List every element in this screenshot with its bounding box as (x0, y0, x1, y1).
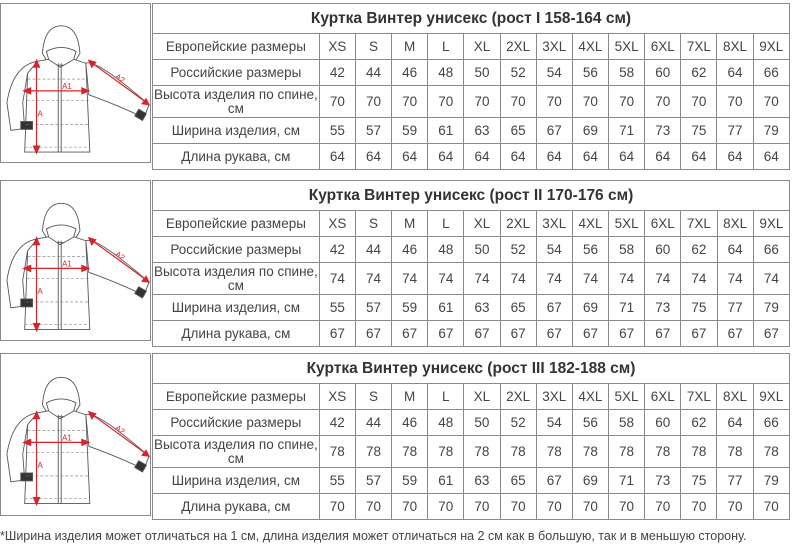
table-row (153, 321, 790, 347)
table-cell: 55 (319, 118, 355, 144)
jacket-diagram-icon (1, 4, 150, 162)
table-cell: 8XL (717, 34, 753, 60)
table-cell: 71 (608, 468, 644, 494)
table-cell: 69 (572, 118, 608, 144)
table-cell: 4XL (572, 211, 608, 237)
table-cell: XL (464, 211, 500, 237)
table-cell: 70 (681, 86, 717, 118)
table-cell: 75 (681, 468, 717, 494)
table-cell: 75 (681, 118, 717, 144)
table-cell: 78 (464, 436, 500, 468)
table-cell: 74 (717, 263, 753, 295)
table-cell: S (355, 384, 391, 410)
table-cell: 79 (753, 468, 789, 494)
row-label: Европейские размеры (153, 34, 320, 60)
size-table (152, 3, 790, 170)
table-cell: 64 (717, 410, 753, 436)
table-row (153, 410, 790, 436)
table-cell: 6XL (645, 34, 681, 60)
table-cell: S (355, 211, 391, 237)
table-cell: 9XL (753, 211, 789, 237)
table-cell: 70 (319, 494, 355, 520)
table-title: Куртка Винтер унисекс (рост III 182-188 см) (153, 354, 790, 384)
table-cell: 74 (753, 263, 789, 295)
table-cell: 48 (428, 410, 464, 436)
table-cell: 64 (753, 144, 789, 170)
table-cell: 54 (536, 237, 572, 263)
table-cell: 66 (753, 60, 789, 86)
table-cell: 7XL (681, 384, 717, 410)
table-cell: 3XL (536, 384, 572, 410)
table-cell: 70 (608, 494, 644, 520)
table-cell: 67 (645, 321, 681, 347)
table-cell: 64 (717, 237, 753, 263)
size-table-block (0, 353, 790, 516)
table-cell: 57 (355, 295, 391, 321)
table-row (153, 60, 790, 86)
table-cell: 66 (753, 410, 789, 436)
table-cell: 65 (500, 468, 536, 494)
table-cell: 70 (753, 494, 789, 520)
table-cell: 2XL (500, 34, 536, 60)
jacket-diagram-icon (1, 354, 150, 515)
table-cell: 70 (428, 494, 464, 520)
table-title-row (153, 4, 790, 34)
row-label: Высота изделия по спине, см (153, 263, 318, 293)
table-cell: 73 (645, 295, 681, 321)
table-row (153, 86, 790, 118)
table-cell: 7XL (681, 211, 717, 237)
table-cell: 78 (319, 436, 355, 468)
table-cell: 70 (609, 86, 645, 118)
table-cell: 59 (392, 295, 428, 321)
jacket-measurement-image (0, 353, 151, 516)
table-cell: 74 (319, 263, 355, 295)
table-cell: 67 (464, 321, 500, 347)
row-label: Высота изделия по спине, см (153, 436, 318, 466)
table-cell: S (355, 34, 391, 60)
table-cell: 70 (500, 86, 536, 118)
table-cell: 70 (464, 494, 500, 520)
table-cell: 74 (464, 263, 500, 295)
table-cell: 56 (572, 237, 608, 263)
table-cell: 70 (428, 86, 464, 118)
measure-label-sleeve: A2 (113, 423, 127, 437)
table-row (153, 468, 790, 494)
table-cell: 5XL (609, 211, 645, 237)
table-cell: 74 (428, 263, 464, 295)
table-cell: 74 (681, 263, 717, 295)
table-cell: 74 (392, 263, 428, 295)
table-cell: 50 (464, 410, 500, 436)
table-cell: 46 (392, 60, 428, 86)
table-cell: 70 (572, 86, 608, 118)
table-cell: 78 (645, 436, 681, 468)
table-cell: 59 (392, 118, 428, 144)
table-row (153, 494, 790, 520)
table-cell: 50 (464, 237, 500, 263)
measure-label-sleeve: A2 (113, 249, 127, 263)
table-cell: 74 (645, 263, 681, 295)
footnote: *Ширина изделия может отличаться на 1 см, длина изделия может отличаться на 2 см как в большую, так и в меньшую сторону. (0, 529, 747, 543)
table-cell: 60 (645, 410, 681, 436)
table-cell: 67 (428, 321, 464, 347)
table-cell: 62 (681, 237, 717, 263)
table-title: Куртка Винтер унисекс (рост I 158-164 см) (153, 4, 790, 34)
table-cell: 63 (464, 295, 500, 321)
table-cell: 78 (392, 436, 428, 468)
table-cell: 64 (609, 144, 645, 170)
table-cell: 74 (500, 263, 536, 295)
table-cell: 64 (717, 144, 753, 170)
table-cell: 67 (609, 321, 645, 347)
table-cell: 70 (355, 86, 391, 118)
table-cell: 70 (645, 86, 681, 118)
table-cell: 48 (428, 60, 464, 86)
table-cell: 69 (572, 468, 608, 494)
table-cell: 42 (319, 237, 355, 263)
table-cell: 77 (717, 118, 753, 144)
table-cell: 57 (355, 468, 391, 494)
table-cell: 54 (536, 60, 572, 86)
table-cell: 67 (536, 295, 572, 321)
table-cell: 79 (753, 118, 789, 144)
table-cell: 55 (319, 468, 355, 494)
measure-label-width: A1 (62, 259, 72, 269)
size-table (152, 180, 790, 347)
table-row (153, 34, 790, 60)
table-cell: 42 (319, 60, 355, 86)
table-cell: 55 (319, 295, 355, 321)
table-cell: 67 (681, 321, 717, 347)
table-cell: 78 (355, 436, 391, 468)
row-label: Ширина изделия, см (153, 118, 320, 144)
table-title: Куртка Винтер унисекс (рост II 170-176 см) (153, 181, 790, 211)
table-cell: 62 (681, 60, 717, 86)
table-cell: 46 (392, 410, 428, 436)
measure-label-height: A (37, 109, 43, 119)
table-cell: 64 (645, 144, 681, 170)
table-cell: 79 (753, 295, 789, 321)
table-cell: 70 (717, 86, 753, 118)
table-cell: 67 (500, 321, 536, 347)
table-title-row (153, 181, 790, 211)
table-cell: 74 (572, 263, 608, 295)
table-cell: 78 (681, 436, 717, 468)
table-cell: L (428, 384, 464, 410)
table-cell: 70 (500, 494, 536, 520)
table-cell: 52 (500, 60, 536, 86)
table-cell: 63 (464, 118, 500, 144)
table-cell: 8XL (717, 384, 753, 410)
row-label: Европейские размеры (153, 384, 320, 410)
table-cell: 67 (319, 321, 355, 347)
table-cell: 69 (572, 295, 608, 321)
table-cell: 78 (536, 436, 572, 468)
table-cell: 44 (355, 60, 391, 86)
table-cell: 67 (753, 321, 789, 347)
table-cell: 67 (392, 321, 428, 347)
table-cell: 70 (464, 86, 500, 118)
table-cell: XS (319, 34, 355, 60)
row-label: Длина рукава, см (153, 494, 320, 520)
table-cell: 77 (717, 468, 753, 494)
table-cell: 70 (753, 86, 789, 118)
jacket-diagram-icon (1, 181, 150, 340)
table-cell: 57 (355, 118, 391, 144)
table-row (153, 144, 790, 170)
row-label: Ширина изделия, см (153, 468, 320, 494)
table-cell: 42 (319, 410, 355, 436)
table-cell: XS (319, 384, 355, 410)
table-cell: 78 (500, 436, 536, 468)
jacket-measurement-image (0, 3, 151, 163)
table-cell: 52 (500, 410, 536, 436)
table-cell: 44 (355, 237, 391, 263)
table-cell: 73 (645, 118, 681, 144)
table-cell: 9XL (753, 34, 789, 60)
table-cell: 67 (355, 321, 391, 347)
table-row (153, 295, 790, 321)
table-cell: 66 (753, 237, 789, 263)
size-table-block (0, 3, 790, 163)
table-cell: M (392, 384, 428, 410)
table-cell: 46 (392, 237, 428, 263)
table-cell: 78 (753, 436, 789, 468)
table-cell: 60 (645, 60, 681, 86)
row-label: Длина рукава, см (153, 321, 320, 347)
table-cell: 8XL (717, 211, 753, 237)
size-table-block (0, 180, 790, 341)
table-cell: 67 (536, 118, 572, 144)
row-label: Российские размеры (153, 237, 320, 263)
table-title-row (153, 354, 790, 384)
table-cell: 64 (464, 144, 500, 170)
measure-label-height: A (37, 461, 43, 471)
table-cell: 59 (392, 468, 428, 494)
jacket-measurement-image (0, 180, 151, 341)
table-cell: 65 (500, 118, 536, 144)
table-cell: 5XL (608, 384, 644, 410)
table-cell: 64 (428, 144, 464, 170)
table-cell: 67 (717, 321, 753, 347)
row-label: Длина рукава, см (153, 144, 320, 170)
table-cell: 67 (536, 468, 572, 494)
table-cell: 5XL (609, 34, 645, 60)
table-cell: XS (319, 211, 355, 237)
table-cell: 78 (717, 436, 753, 468)
row-label: Российские размеры (153, 60, 320, 86)
table-cell: 73 (645, 468, 681, 494)
table-cell: M (392, 211, 428, 237)
table-cell: 70 (536, 494, 572, 520)
table-cell: 78 (572, 436, 608, 468)
row-label: Европейские размеры (153, 211, 320, 237)
table-cell: 75 (681, 295, 717, 321)
table-row (153, 436, 790, 468)
table-cell: 6XL (645, 384, 681, 410)
table-cell: 77 (717, 295, 753, 321)
row-label: Ширина изделия, см (153, 295, 320, 321)
size-table (152, 353, 790, 520)
table-cell: 78 (428, 436, 464, 468)
measure-label-sleeve: A2 (113, 71, 127, 85)
table-cell: 9XL (753, 384, 789, 410)
table-cell: XL (464, 384, 500, 410)
table-cell: 70 (355, 494, 391, 520)
table-cell: 74 (355, 263, 391, 295)
table-cell: 67 (536, 321, 572, 347)
table-cell: 58 (609, 237, 645, 263)
table-cell: 70 (645, 494, 681, 520)
table-cell: 64 (572, 144, 608, 170)
table-cell: 61 (428, 468, 464, 494)
table-cell: 71 (609, 295, 645, 321)
table-cell: 61 (428, 118, 464, 144)
table-cell: 64 (536, 144, 572, 170)
table-cell: 70 (717, 494, 753, 520)
table-cell: 63 (464, 468, 500, 494)
row-label: Российские размеры (153, 410, 320, 436)
table-cell: 6XL (645, 211, 681, 237)
table-cell: 70 (572, 494, 608, 520)
table-cell: 71 (609, 118, 645, 144)
measure-label-height: A (37, 287, 43, 297)
table-cell: 70 (319, 86, 355, 118)
table-cell: 78 (608, 436, 644, 468)
table-cell: 64 (319, 144, 355, 170)
table-cell: 74 (609, 263, 645, 295)
table-cell: 3XL (536, 211, 572, 237)
table-cell: 70 (536, 86, 572, 118)
table-cell: 7XL (681, 34, 717, 60)
table-cell: XL (464, 34, 500, 60)
table-cell: 52 (500, 237, 536, 263)
table-cell: 58 (609, 60, 645, 86)
measure-label-width: A1 (62, 81, 72, 91)
measure-label-width: A1 (62, 433, 72, 443)
table-cell: 2XL (500, 211, 536, 237)
table-cell: L (428, 211, 464, 237)
table-row (153, 263, 790, 295)
row-label: Высота изделия по спине, см (153, 86, 318, 116)
table-cell: 2XL (500, 384, 536, 410)
table-cell: 60 (645, 237, 681, 263)
table-cell: 64 (500, 144, 536, 170)
table-cell: 65 (500, 295, 536, 321)
table-row (153, 237, 790, 263)
table-cell: 56 (572, 410, 608, 436)
table-cell: 67 (572, 321, 608, 347)
table-cell: 56 (572, 60, 608, 86)
table-cell: 50 (464, 60, 500, 86)
table-cell: 61 (428, 295, 464, 321)
table-cell: 64 (717, 60, 753, 86)
table-cell: M (392, 34, 428, 60)
table-cell: 64 (392, 144, 428, 170)
table-cell: 48 (428, 237, 464, 263)
table-cell: 62 (681, 410, 717, 436)
table-cell: L (428, 34, 464, 60)
table-cell: 70 (681, 494, 717, 520)
table-cell: 4XL (572, 34, 608, 60)
table-cell: 74 (536, 263, 572, 295)
table-row (153, 211, 790, 237)
table-cell: 64 (355, 144, 391, 170)
table-cell: 54 (536, 410, 572, 436)
table-row (153, 384, 790, 410)
table-cell: 64 (681, 144, 717, 170)
table-cell: 44 (355, 410, 391, 436)
table-row (153, 118, 790, 144)
table-cell: 4XL (572, 384, 608, 410)
table-cell: 3XL (536, 34, 572, 60)
table-cell: 70 (392, 494, 428, 520)
table-cell: 70 (392, 86, 428, 118)
table-cell: 58 (608, 410, 644, 436)
